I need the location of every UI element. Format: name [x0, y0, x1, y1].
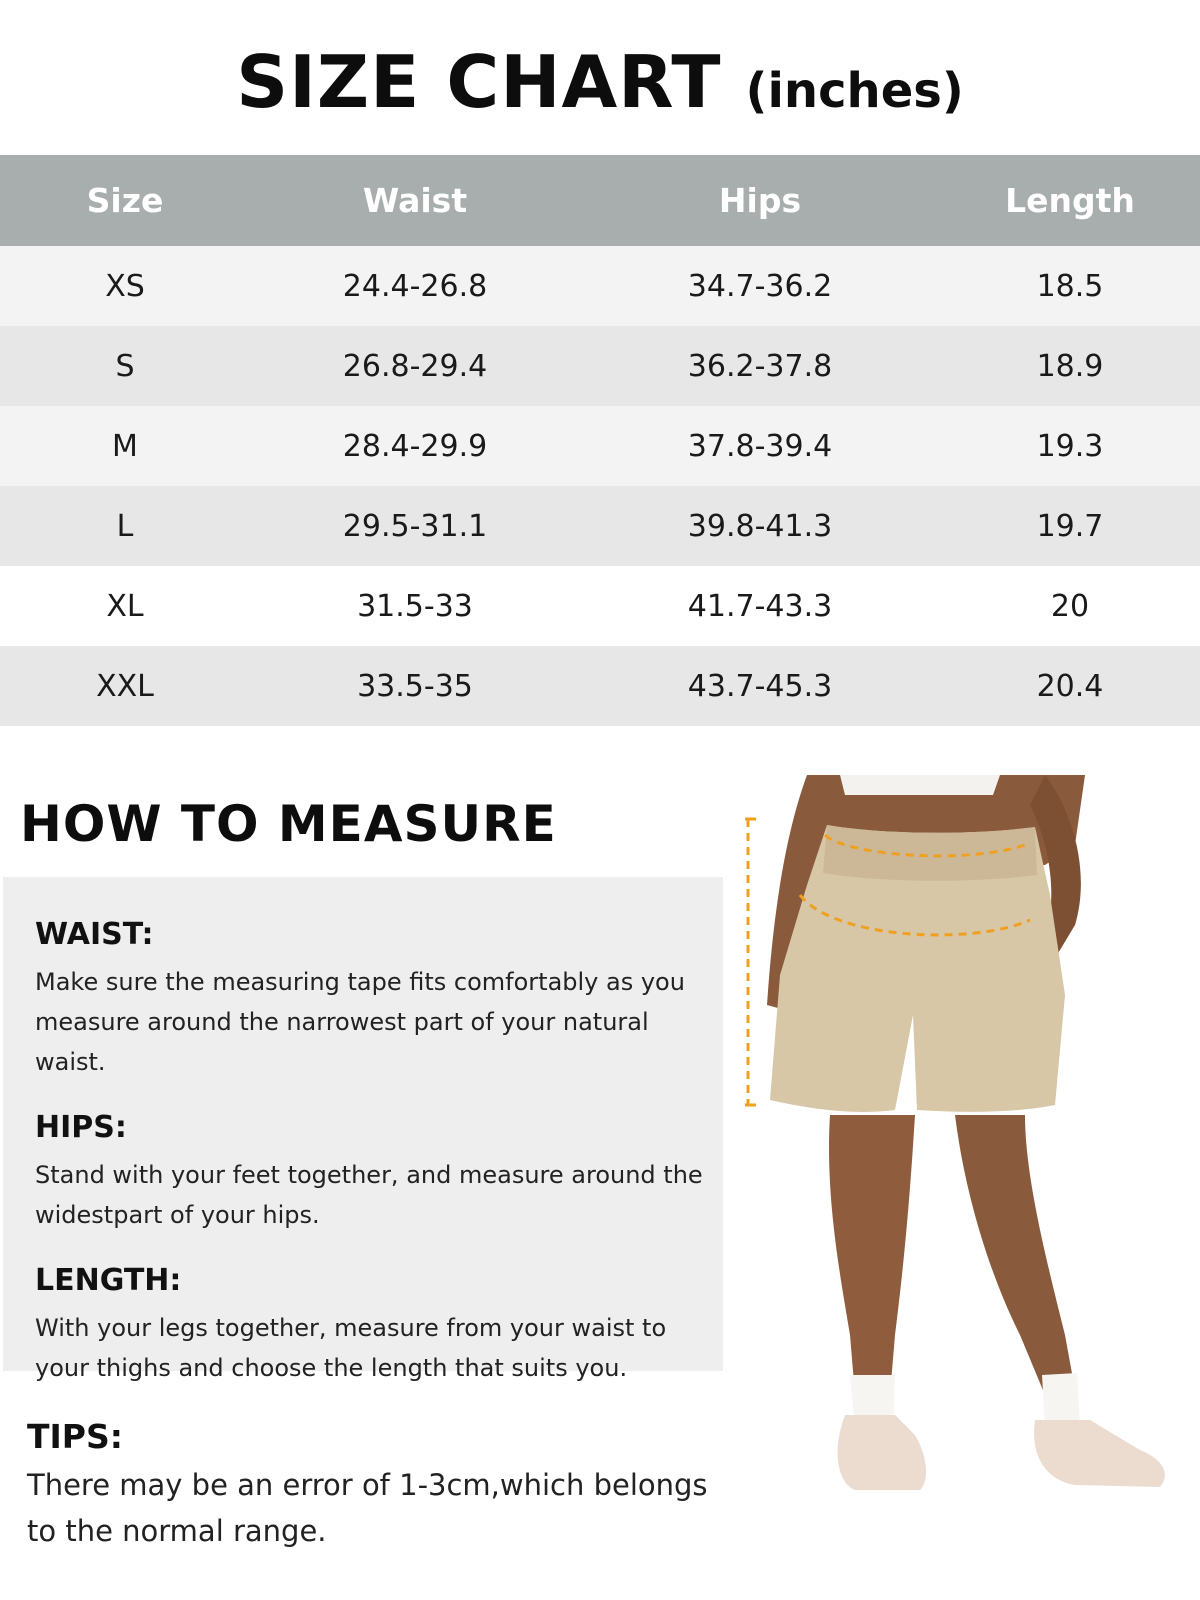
- waist-text: Make sure the measuring tape fits comfortably as you measure around the narrowest part of your natural waist.: [35, 968, 685, 1076]
- cell-hips: 39.8-41.3: [687, 508, 833, 544]
- header-hips: Hips: [718, 181, 802, 220]
- cell-size: XL: [106, 588, 144, 624]
- length-label: LENGTH:: [35, 1263, 182, 1298]
- cell-length: 20: [1050, 588, 1090, 624]
- hips-label: HIPS:: [35, 1110, 127, 1145]
- table-row: [0, 646, 1200, 726]
- table-row: [0, 246, 1200, 326]
- header-waist: Waist: [362, 181, 468, 220]
- cell-length: 19.7: [1036, 508, 1104, 544]
- table-row: [0, 566, 1200, 646]
- cell-size: XXL: [96, 668, 154, 704]
- size-table: [0, 155, 1200, 726]
- hips-text: Stand with your feet together, and measure around the widestpart of your hips.: [35, 1161, 703, 1229]
- cell-hips: 43.7-45.3: [687, 668, 833, 704]
- title-main: SIZE CHART: [236, 40, 722, 124]
- cell-waist: 33.5-35: [357, 668, 473, 704]
- cell-size: S: [115, 348, 135, 384]
- tips-text: There may be an error of 1-3cm,which belongs to the normal range.: [27, 1468, 708, 1548]
- table-row: [0, 406, 1200, 486]
- cell-waist: 28.4-29.9: [342, 428, 488, 464]
- cell-hips: 34.7-36.2: [687, 268, 833, 304]
- header-length: Length: [1005, 181, 1135, 220]
- page-title: [0, 40, 1200, 140]
- cell-hips: 41.7-43.3: [687, 588, 833, 624]
- cell-hips: 36.2-37.8: [687, 348, 833, 384]
- cell-waist: 24.4-26.8: [342, 268, 488, 304]
- model-illustration: [745, 775, 1200, 1555]
- cell-length: 18.9: [1036, 348, 1104, 384]
- cell-size: L: [116, 508, 134, 544]
- hips-instruction: [35, 1110, 709, 1235]
- cell-length: 19.3: [1036, 428, 1104, 464]
- cell-hips: 37.8-39.4: [687, 428, 833, 464]
- tips-label: TIPS:: [27, 1417, 123, 1456]
- table-body: [0, 246, 1200, 726]
- waist-label: WAIST:: [35, 917, 154, 952]
- length-text: With your legs together, measure from your waist to your thighs and choose the length that suits you.: [35, 1314, 667, 1382]
- table-header: [0, 155, 1200, 246]
- cell-waist: 29.5-31.1: [342, 508, 488, 544]
- title-unit: (inches): [745, 63, 964, 119]
- waist-instruction: [35, 917, 709, 1082]
- measure-instructions: [3, 877, 723, 1382]
- table-row: [0, 486, 1200, 566]
- cell-length: 18.5: [1036, 268, 1104, 304]
- measure-heading: HOW TO MEASURE: [20, 795, 557, 853]
- cell-size: M: [112, 428, 138, 464]
- table-row: [0, 326, 1200, 406]
- header-size: Size: [86, 181, 164, 220]
- cell-length: 20.4: [1036, 668, 1104, 704]
- length-instruction: [35, 1263, 709, 1388]
- cell-size: XS: [105, 268, 145, 304]
- cell-waist: 26.8-29.4: [342, 348, 488, 384]
- cell-waist: 31.5-33: [357, 588, 473, 624]
- shorts-graphic: [770, 825, 1065, 1112]
